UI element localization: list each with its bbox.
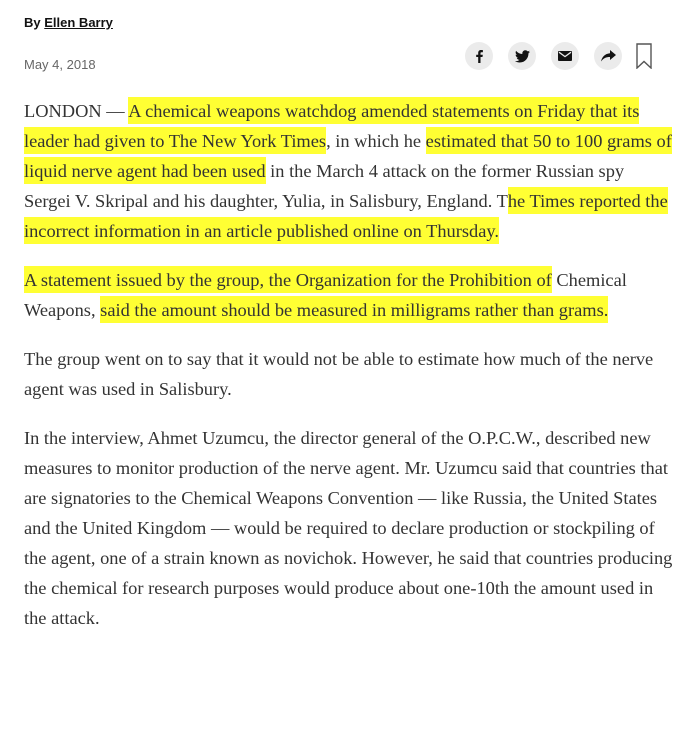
bookmark-icon [636,43,652,69]
facebook-icon [474,49,484,63]
highlighted-text: said the amount should be measured in milligrams rather than grams. [100,296,608,323]
publish-date: May 4, 2018 [24,57,96,72]
share-toolbar [465,42,653,70]
more-share-button[interactable] [594,42,622,70]
text-segment: , in which he [326,131,426,151]
share-arrow-icon [601,50,616,62]
article-body [24,96,674,652]
paragraph-4: In the interview, Ahmet Uzumcu, the director general of the O.P.C.W., described new measures to monitor production of the nerve agent. Mr. Uzumcu said that countries that are signatories to the Chemical Weapons Convention — like Russia, the United States and the United Kingdom — would be required to declare production or stockpiling of the agent, one of a strain known as novichok. However, he said that countries producing the chemical for research purposes would produce about one-10th the amount used in the attack. [24,428,673,628]
byline-prefix: By [24,15,41,30]
paragraph-2 [24,265,674,325]
byline [24,15,113,30]
highlighted-text: estimated that 50 to 100 grams of liquid nerve agent had been used [24,127,672,184]
author-link[interactable]: Ellen Barry [44,15,113,30]
text-segment: Chemical Weapons, [24,270,627,320]
text-segment: in the March 4 attack on the former Russian spy Sergei V. Skripal and his daughter, Yulia, in Salisbury, England. T [24,161,625,211]
paragraph-3: The group went on to say that it would not be able to estimate how much of the nerve agent was used in Salisbury. [24,349,654,399]
highlighted-text: A chemical weapons watchdog amended statements on Friday that its leader had given to The New York Times [24,97,639,154]
highlighted-text: A statement issued by the group, the Organization for the Prohibition of [24,266,552,293]
text-segment: LONDON — [24,101,129,121]
twitter-icon [515,50,530,63]
facebook-share-button[interactable] [465,42,493,70]
twitter-share-button[interactable] [508,42,536,70]
email-share-button[interactable] [551,42,579,70]
paragraph-1 [24,96,674,246]
email-icon [558,51,572,61]
bookmark-button[interactable] [635,42,653,70]
highlighted-text: he Times reported the incorrect information in an article published online on Thursday. [24,187,668,244]
